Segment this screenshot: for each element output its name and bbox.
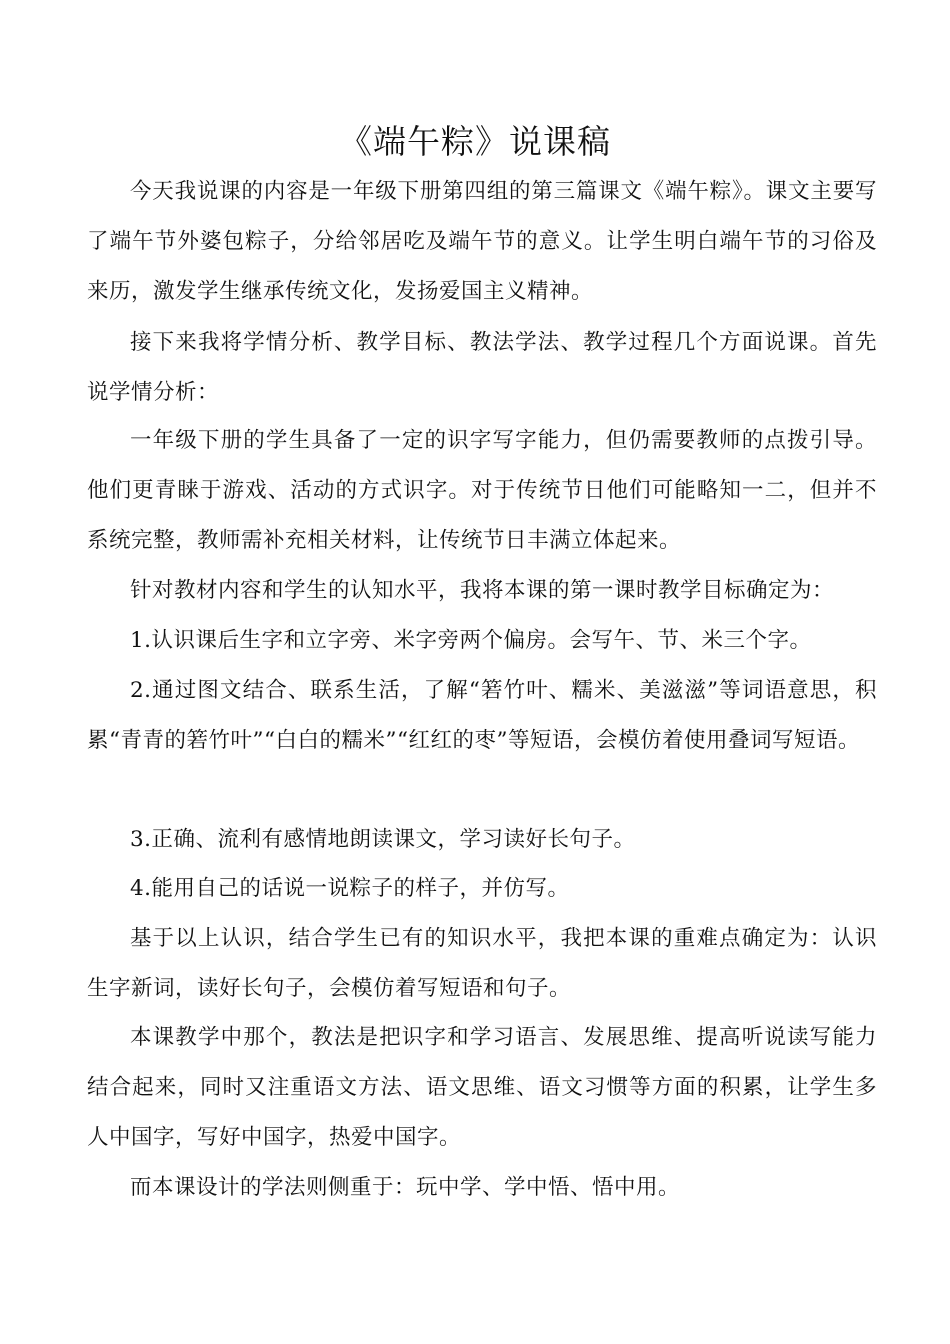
document-title: 《端午粽》说课稿 <box>339 122 611 161</box>
paragraph-objective-3: 3.正确、流利有感情地朗读课文，学习读好长句子。 <box>130 827 636 852</box>
paragraph-key-points: 基于以上认识，结合学生已有的知识水平，我把本课的重难点确定为：认识生字新词，读好长句子，会模仿着写短语和句子。 <box>87 926 877 1001</box>
paragraph-objective-1: 1.认识课后生字和立字旁、米字旁两个偏房。会写午、节、米三个字。 <box>130 628 812 653</box>
paragraph-intro: 今天我说课的内容是一年级下册第四组的第三篇课文《端午粽》。课文主要写了端午节外婆包粽子，分给邻居吃及端午节的意义。让学生明白端午节的习俗及来历，激发学生继承传统文化，发扬爱国主义精神。 <box>87 179 877 304</box>
paragraph-teaching-method: 本课教学中那个，教法是把识字和学习语言、发展思维、提高听说读写能力结合起来，同时又注重语文方法、语文思维、语文习惯等方面的积累，让学生多人中国字，写好中国字，热爱中国字。 <box>87 1025 877 1150</box>
paragraph-outline: 接下来我将学情分析、教学目标、教法学法、教学过程几个方面说课。首先说学情分析： <box>87 330 877 405</box>
paragraph-student-analysis: 一年级下册的学生具备了一定的识字写字能力，但仍需要教师的点拨引导。他们更青睐于游戏、活动的方式识字。对于传统节日他们可能略知一二，但并不系统完整，教师需补充相关材料，让传统节日丰满立体起来。 <box>87 428 877 553</box>
paragraph-objectives-intro: 针对教材内容和学生的认知水平，我将本课的第一课时教学目标确定为： <box>130 578 835 603</box>
paragraph-objective-2: 2.通过图文结合、联系生活，了解“箬竹叶、糯米、美滋滋”等词语意思，积累“青青的箬竹叶”“白白的糯米”“红红的枣”等短语，会模仿着使用叠词写短语。 <box>87 678 877 753</box>
paragraph-objective-4: 4.能用自己的话说一说粽子的样子，并仿写。 <box>130 876 570 901</box>
paragraph-learning-method: 而本课设计的学法则侧重于：玩中学、学中悟、悟中用。 <box>130 1175 681 1200</box>
